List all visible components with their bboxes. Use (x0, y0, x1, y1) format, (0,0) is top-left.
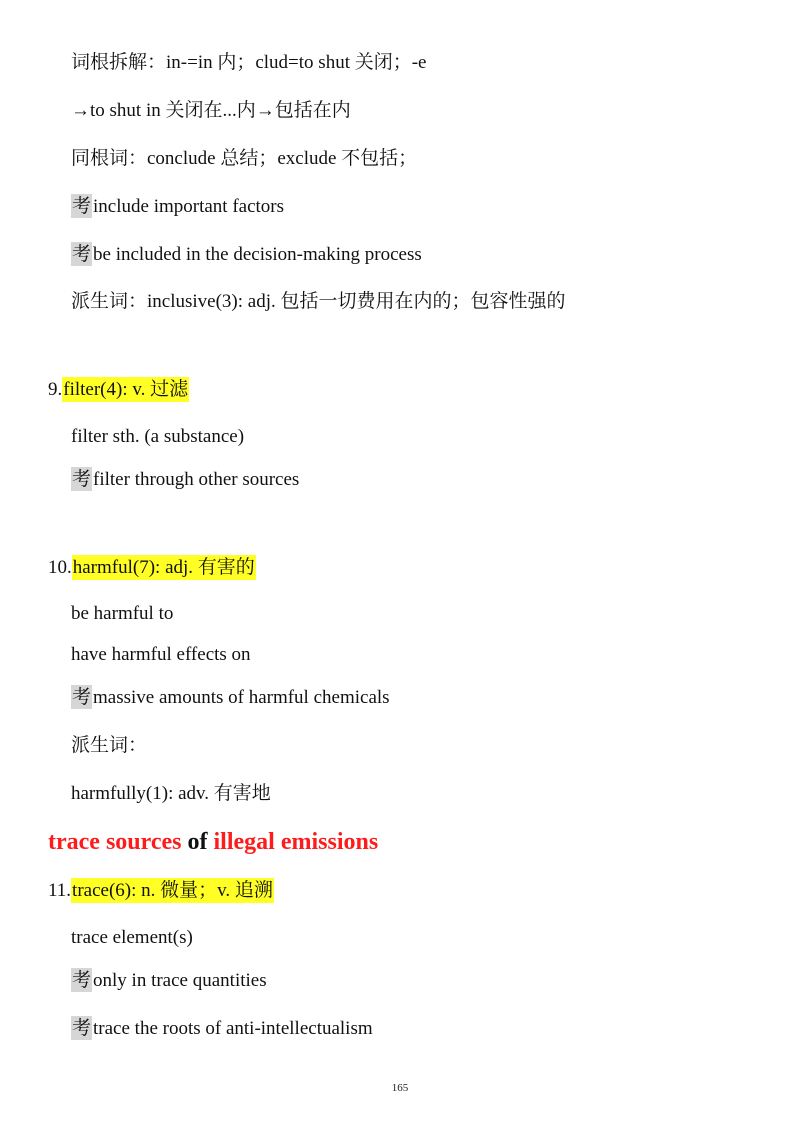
exam-example (71, 242, 422, 267)
page-number: 165 (391, 1082, 409, 1094)
exam-example-text: filter through other sources (93, 469, 300, 490)
usage-line: trace element(s) (71, 927, 193, 948)
exam-marker: 考 (72, 243, 92, 265)
entry-number: 9. (48, 379, 63, 400)
derivative-line: harmfully(1): adv. 有害地 (71, 783, 271, 804)
headword-highlight: trace(6): n. 微量；v. 追溯 (72, 880, 273, 901)
exam-example (71, 968, 267, 993)
heading-part: illegal emissions (213, 829, 379, 855)
exam-marker: 考 (72, 969, 92, 991)
exam-marker: 考 (72, 1017, 92, 1039)
section-heading (48, 827, 378, 857)
usage-line: filter sth. (a substance) (71, 426, 245, 447)
exam-example-text: massive amounts of harmful chemicals (93, 687, 390, 708)
exam-example (71, 194, 284, 219)
heading-part: trace sources (48, 829, 182, 855)
entry-11-headline (48, 879, 274, 903)
exam-example-text: only in trace quantities (93, 970, 267, 991)
exam-example-text: be included in the decision-making process (93, 244, 422, 265)
exam-example-text: include important factors (93, 196, 285, 217)
exam-example (71, 685, 390, 710)
cognates-line: 同根词：conclude 总结；exclude 不包括； (71, 148, 418, 169)
heading-part: of (181, 829, 214, 855)
exam-marker: 考 (72, 686, 92, 708)
exam-marker: 考 (72, 195, 92, 217)
headword-highlight: filter(4): v. 过滤 (63, 379, 189, 400)
entry-number: 11. (48, 880, 72, 901)
usage-line: have harmful effects on (71, 644, 251, 665)
derivative-line: 派生词：inclusive(3): adj. 包括一切费用在内的；包容性强的 (71, 291, 566, 312)
usage-line: be harmful to (71, 603, 174, 624)
headword-highlight: harmful(7): adj. 有害的 (72, 557, 255, 578)
root-split-line: 词根拆解：in-=in 内；clud=to shut 关闭；-e (71, 52, 427, 73)
derivative-label: 派生词： (71, 735, 148, 756)
entry-10-headline (48, 556, 256, 580)
exam-marker: 考 (72, 468, 92, 490)
exam-example (71, 1016, 373, 1041)
exam-example-text: trace the roots of anti-intellectualism (93, 1018, 373, 1039)
entry-9-headline (48, 378, 189, 402)
exam-example (71, 467, 299, 492)
root-split-continuation: →to shut in 关闭在...内→包括在内 (71, 100, 351, 121)
entry-number: 10. (48, 557, 72, 578)
